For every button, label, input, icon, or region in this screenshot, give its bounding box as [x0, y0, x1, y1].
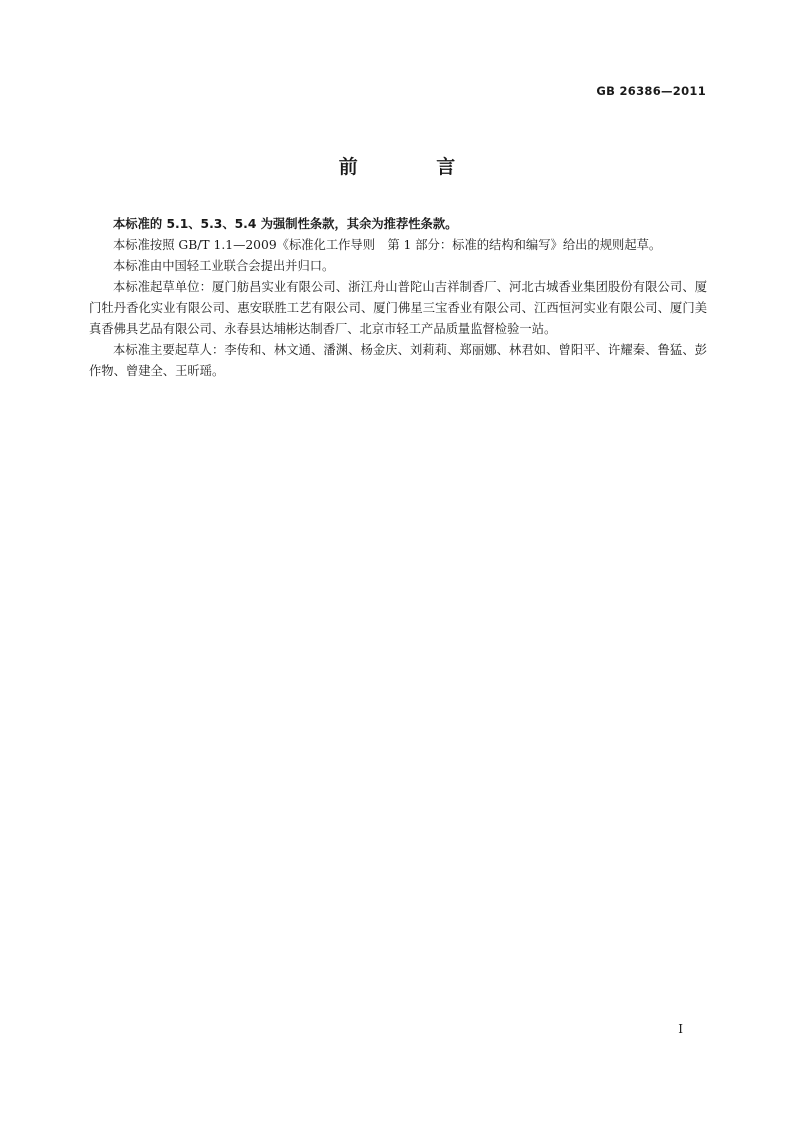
drafters-paragraph: 本标准主要起草人：李传和、林文通、潘渊、杨金庆、刘莉莉、郑丽娜、林君如、曾阳平、许耀秦、鲁猛、彭作物、曾建全、王昕瑶。 — [89, 343, 707, 378]
standard-code: GB 26386—2011 — [596, 84, 706, 98]
mandatory-clause-paragraph: 本标准的 5.1、5.3、5.4 为强制性条款，其余为推荐性条款。 — [113, 217, 458, 231]
proposer-paragraph: 本标准由中国轻工业联合会提出并归口。 — [113, 259, 335, 273]
foreword-body — [89, 214, 707, 382]
page-title: 前 言 — [338, 156, 492, 178]
drafting-units-paragraph: 本标准起草单位：厦门舫昌实业有限公司、浙江舟山普陀山吉祥制香厂、河北古城香业集团股份有限公司、厦门牡丹香化实业有限公司、惠安联胜工艺有限公司、厦门佛星三宝香业有限公司、江西恒河实业有限公司、厦门美真香佛具艺品有限公司、永春县达埔彬达制香厂、北京市轻工产品质量监督检验一站。 — [89, 280, 707, 336]
drafting-rules-paragraph: 本标准按照 GB/T 1.1—2009《标准化工作导则 第 1 部分：标准的结构和编写》给出的规则起草。 — [113, 238, 662, 252]
page-number: I — [678, 1022, 683, 1036]
